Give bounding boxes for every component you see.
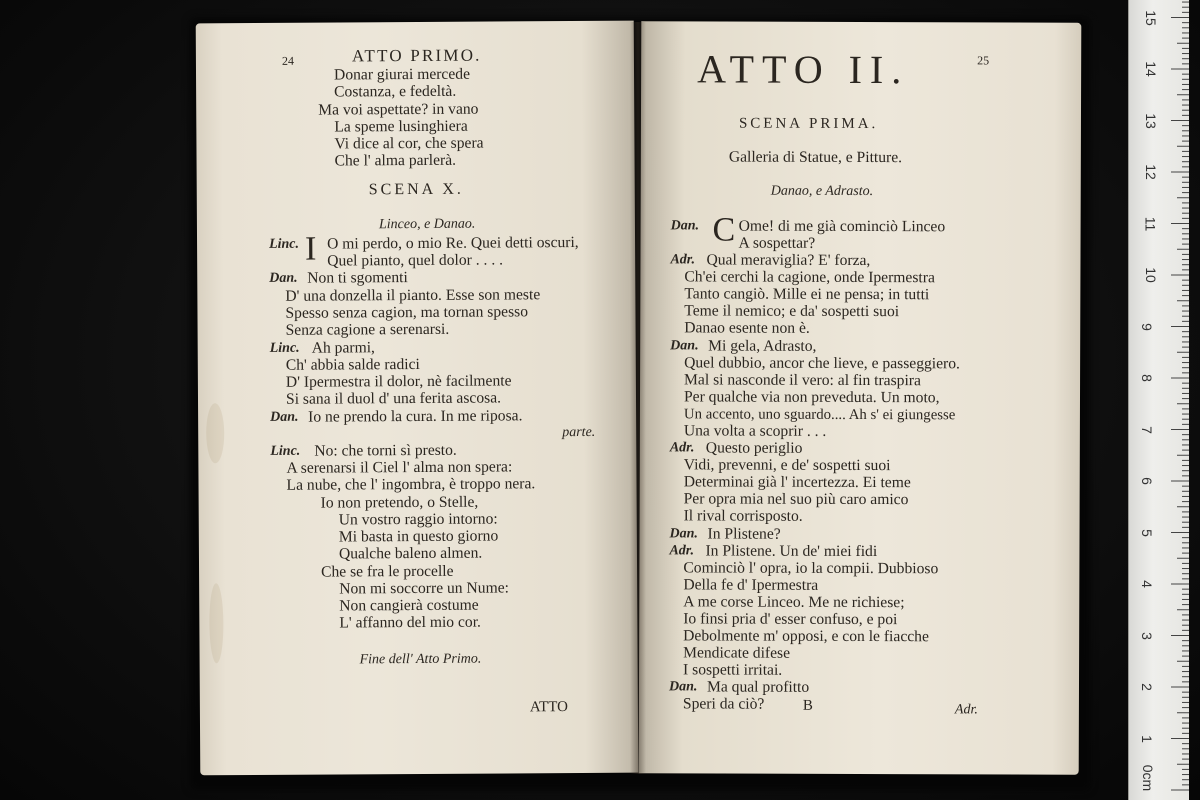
dialogue-line: Mal si nasconde il vero: al fin traspira <box>684 371 921 390</box>
dialogue-line: Cominciò l' opra, io la compii. Dubbioso <box>683 559 939 578</box>
speaker-label: Adr. <box>669 440 695 456</box>
dialogue-line: Che se fra le procelle <box>321 562 454 581</box>
dialogue-line: Per opra mia nel suo più caro amico <box>683 490 909 509</box>
catchword: ATTO <box>529 699 569 716</box>
ruler-number: 13 <box>1142 112 1159 129</box>
dialogue-line: Debolmente m' opposi, e con le fiacche <box>683 627 929 646</box>
ruler-number: 3 <box>1138 631 1155 640</box>
dialogue-line: Mi gela, Adrasto, <box>708 337 817 355</box>
dialogue-line: Il rival corrisposto. <box>683 507 803 525</box>
scene-title: SCENA X. <box>368 180 464 199</box>
speaker-label: Dan. <box>668 679 698 695</box>
dialogue-line: Per qualche via non preveduta. Un moto, <box>683 388 940 407</box>
ruler-ticks <box>1129 0 1189 800</box>
scene-characters: Linceo, e Danao. <box>378 216 476 233</box>
dialogue-line: Mi basta in questo giorno <box>338 527 499 546</box>
page-number: 25 <box>977 53 990 68</box>
verse-line: Vi dice al cor, che spera <box>334 134 484 153</box>
ruler-number: 14 <box>1142 61 1159 77</box>
dialogue-line: Teme il nemico; e da' sospetti suoi <box>684 302 900 321</box>
dialogue-line: A sospettar? <box>738 234 816 252</box>
dialogue-line: Qual meraviglia? E' forza, <box>706 251 871 270</box>
dialogue-line: Non cangierà costume <box>339 596 479 615</box>
page-number: 24 <box>281 53 294 68</box>
dialogue-line: D' Ipermestra il dolor, nè facilmente <box>285 372 512 391</box>
stage-direction: parte. <box>562 424 596 441</box>
dialogue-line: Qualche baleno almen. <box>338 544 483 563</box>
speaker-label: Dan. <box>270 409 299 425</box>
speaker-label: Linc. <box>269 340 300 356</box>
verse-line: Donar giurai mercede <box>333 65 471 84</box>
scene-setting: Galleria di Statue, e Pitture. <box>728 148 903 167</box>
dialogue-line: Ma qual profitto <box>706 678 810 696</box>
speaker-label: Linc. <box>269 236 300 252</box>
dialogue-line: Io finsi pria d' esser confuso, e poi <box>683 610 898 629</box>
dialogue-line: D' una donzella il pianto. Esse son meste <box>285 286 541 305</box>
dialogue-line: Una volta a scoprir . . . <box>683 422 827 440</box>
dialogue-line: In Plistene. Un de' miei fidi <box>705 542 878 561</box>
ruler-number: 6 <box>1138 477 1155 485</box>
dialogue-line: In Plistene? <box>707 525 781 543</box>
act-title: ATTO II. <box>697 46 910 93</box>
ruler-number: 2 <box>1138 683 1155 691</box>
dialogue-line: Determinai già l' incertezza. Ei teme <box>683 473 911 492</box>
dialogue-line: Non mi soccorre un Nume: <box>339 579 509 598</box>
dialogue-line: Vidi, prevenni, e de' sospetti suoi <box>683 456 891 475</box>
dialogue-line: Ch'ei cerchi la cagione, onde Ipermestra <box>684 268 935 287</box>
speaker-label: Adr. <box>669 543 695 559</box>
dialogue-line: Senza cagione a serenarsi. <box>285 320 450 339</box>
ruler-number: 1 <box>1138 734 1155 743</box>
dialogue-line: Della fe d' Ipermestra <box>683 576 819 594</box>
dialogue-line: Ome! di me già cominciò Linceo <box>738 217 946 236</box>
verse-line: Che l' alma parlerà. <box>334 151 457 170</box>
act-end-note: Fine dell' Atto Primo. <box>359 651 482 668</box>
speaker-label: Linc. <box>270 443 301 459</box>
dialogue-line: Quel dubbio, ancor che lieve, e passeggiero. <box>684 354 960 373</box>
dialogue-line: A me corse Linceo. Me ne richiese; <box>683 593 905 612</box>
dialogue-line: Mendicate difese <box>683 644 791 662</box>
ruler-number: 9 <box>1138 322 1155 331</box>
ruler-number: 11 <box>1142 216 1159 231</box>
dialogue-line: Ah parmi, <box>311 339 375 357</box>
dialogue-line: A serenarsi il Ciel l' alma non spera: <box>286 458 513 477</box>
dialogue-line: Spesso senza cagion, ma tornan spesso <box>285 303 529 322</box>
ruler-number: 10 <box>1142 267 1159 283</box>
dialogue-line: Speri da ciò? <box>682 695 765 713</box>
dialogue-line: Ch' abbia salde radici <box>285 355 420 374</box>
foxing-stain <box>206 403 224 463</box>
foxing-stain <box>209 583 223 663</box>
speaker-label: Adr. <box>670 252 696 268</box>
right-page <box>639 21 1082 775</box>
speaker-label: Dan. <box>670 338 699 354</box>
dialogue-line: Io non pretendo, o Stelle, <box>320 493 479 512</box>
verse-line: Ma voi aspettate? in vano <box>318 100 479 119</box>
dialogue-line: No: che torni sì presto. <box>314 441 457 460</box>
dialogue-line: I sospetti irritai. <box>683 661 783 679</box>
ruler-number: 8 <box>1138 374 1155 382</box>
dialogue-line: Non ti sgomenti <box>307 269 408 287</box>
book-gutter <box>630 22 646 774</box>
running-head: ATTO PRIMO. <box>351 45 482 66</box>
ruler-number: 5 <box>1138 528 1155 537</box>
dialogue-line: Questo periglio <box>705 439 803 457</box>
dialogue-line: Un accento, uno sguardo.... Ah s' ei giungesse <box>683 406 956 424</box>
verse-line: Costanza, e fedeltà. <box>334 82 457 101</box>
dialogue-line: Danao esente non è. <box>684 319 810 337</box>
dialogue-line: La nube, che l' ingombra, è troppo nera. <box>286 475 536 494</box>
scene-characters: Danao, e Adrasto. <box>770 183 874 200</box>
left-page <box>196 21 639 776</box>
scene-title: SCENA PRIMA. <box>738 115 879 133</box>
ruler-number: 12 <box>1142 164 1159 180</box>
signature-mark: B <box>802 697 813 714</box>
speaker-label: Dan. <box>670 218 700 234</box>
dialogue-line: Io ne prendo la cura. In me riposa. <box>308 407 523 426</box>
catchword: Adr. <box>954 702 978 718</box>
dialogue-line: Tanto cangiò. Mille ei ne pensa; in tutti <box>684 285 930 304</box>
dialogue-line: O mi perdo, o mio Re. Quei detti oscuri, <box>327 234 579 253</box>
ruler-unit-label: 0cm <box>1140 764 1157 792</box>
ruler-number: 15 <box>1142 9 1159 26</box>
dialogue-line: L' affanno del mio cor. <box>339 613 481 632</box>
ruler-number: 4 <box>1138 580 1155 588</box>
speaker-label: Dan. <box>669 526 698 542</box>
dialogue-line: Un vostro raggio intorno: <box>338 510 498 529</box>
measuring-ruler <box>1128 0 1189 800</box>
verse-line: La speme lusinghiera <box>334 117 468 136</box>
speaker-label: Dan. <box>269 270 298 286</box>
drop-cap: C <box>712 211 736 249</box>
dialogue-line: Quel pianto, quel dolor . . . . <box>327 251 504 270</box>
drop-cap: I <box>304 230 317 268</box>
ruler-number: 7 <box>1138 425 1155 434</box>
dialogue-line: Si sana il duol d' una ferita ascosa. <box>285 389 502 408</box>
